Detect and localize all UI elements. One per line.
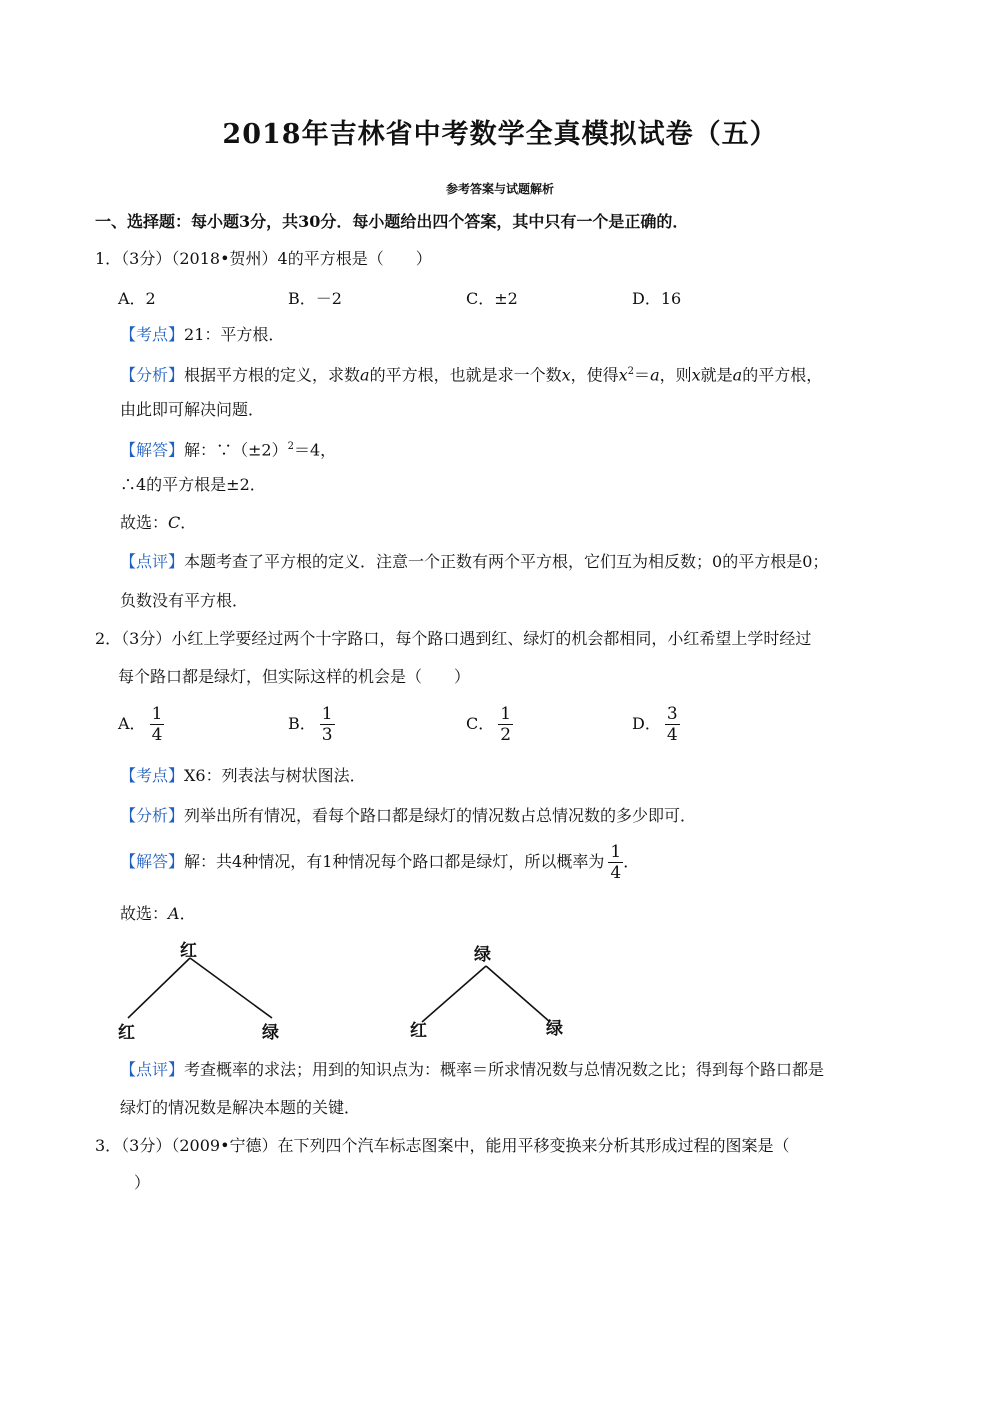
- q1-dianping-line2: 负数没有平方根．: [120, 591, 249, 610]
- var-x: x: [561, 365, 571, 385]
- q1-fenxi-line2: 由此即可解决问题．: [120, 400, 265, 419]
- tree1-right: 绿: [262, 1023, 279, 1043]
- option-label: A．: [118, 714, 146, 733]
- tree-branch-left: [422, 966, 486, 1022]
- fenxi-text: 的平方根，: [742, 365, 823, 385]
- fraction: [498, 704, 513, 745]
- q1-jieda-line2: ∴4的平方根是±2．: [120, 475, 266, 494]
- fenxi-text: 的平方根，也就是求一个数: [369, 365, 562, 385]
- numerator: 1: [151, 704, 163, 724]
- fraction: [320, 704, 335, 745]
- option-label: C．: [466, 714, 495, 733]
- fraction: [150, 704, 165, 745]
- answer-end: ．: [179, 904, 196, 923]
- denominator: 2: [500, 725, 512, 745]
- fraction: [608, 842, 623, 883]
- exponent: 2: [287, 441, 294, 452]
- q1-kaodian: [120, 324, 284, 346]
- numerator: 3: [666, 704, 678, 724]
- tree2-left: 红: [410, 1021, 427, 1041]
- numerator: 1: [610, 842, 622, 862]
- q3-stem: 3．（3分）（2009•宁德）在下列四个汽车标志图案中，能用平移变换来分析其形成过程的图案是（: [95, 1136, 790, 1155]
- q1-answer: [120, 512, 196, 534]
- fenxi-text: ＝: [634, 365, 651, 385]
- var-x: x: [618, 365, 628, 385]
- q2-option-b: [288, 704, 335, 745]
- fenxi-tag: 【分析】: [120, 806, 185, 825]
- section-heading: 一、选择题：每小题3分，共30分．每小题给出四个答案，其中只有一个是正确的．: [95, 212, 689, 231]
- answer-letter: A: [168, 904, 180, 923]
- q2-dianping-line2: 绿灯的情况数是解决本题的关键．: [120, 1098, 361, 1117]
- jieda-text: 解：共4种情况，有1种情况每个路口都是绿灯，所以概率为: [184, 852, 605, 871]
- option-label: B．: [288, 714, 316, 733]
- page-title: 2018年吉林省中考数学全真模拟试卷（五）: [222, 119, 778, 150]
- option-label: D．: [632, 714, 661, 733]
- q1-stem: 1．（3分）（2018•贺州）4的平方根是（ ）: [95, 249, 432, 268]
- answer-label: 故选：: [120, 904, 169, 923]
- kaodian-tag: 【考点】: [120, 766, 185, 785]
- denominator: 4: [666, 725, 678, 745]
- q2-dianping: [120, 1059, 824, 1081]
- jieda-tag: 【解答】: [120, 440, 185, 460]
- q2-kaodian: [120, 765, 366, 787]
- tree1-root: 红: [180, 941, 197, 961]
- var-a: a: [650, 365, 660, 385]
- var-x: x: [691, 365, 701, 385]
- denominator: 4: [151, 725, 163, 745]
- kaodian-text: 21：平方根．: [184, 325, 285, 344]
- q1-jieda: [120, 436, 336, 461]
- fenxi-text: ，则: [659, 365, 692, 385]
- page-subtitle: 参考答案与试题解析: [445, 182, 554, 196]
- q2-option-a: [118, 704, 164, 745]
- q1-option-a: A．2: [118, 289, 156, 308]
- dianping-tag: 【点评】: [120, 552, 185, 571]
- fenxi-text: 列举出所有情况，看每个路口都是绿灯的情况数占总情况数的多少即可．: [184, 806, 697, 825]
- answer-label: 故选：: [120, 513, 169, 532]
- q1-option-c: C．±2: [466, 289, 518, 308]
- q1-dianping: [120, 551, 828, 573]
- fenxi-tag: 【分析】: [120, 365, 185, 385]
- dianping-tag: 【点评】: [120, 1060, 185, 1079]
- numerator: 1: [321, 704, 333, 724]
- tree-branch-right: [486, 966, 550, 1022]
- q1-option-d: D．16: [632, 289, 682, 308]
- tree2-right: 绿: [546, 1019, 563, 1039]
- q2-option-c: [466, 704, 513, 745]
- fenxi-text: 就是: [700, 365, 733, 385]
- var-a: a: [360, 365, 370, 385]
- q2-jieda: [120, 842, 639, 883]
- kaodian-text: X6：列表法与树状图法．: [184, 766, 366, 785]
- q2-answer: [120, 903, 196, 925]
- q3-stem-line2: ）: [134, 1173, 151, 1192]
- exponent: 2: [627, 366, 635, 377]
- tree2-root: 绿: [474, 945, 491, 965]
- tree1-left: 红: [118, 1023, 135, 1043]
- answer-end: ．: [180, 513, 197, 532]
- q1-fenxi: [120, 361, 822, 386]
- dianping-text: 考查概率的求法；用到的知识点为：概率＝所求情况数与总情况数之比；得到每个路口都是: [184, 1060, 825, 1079]
- var-a: a: [732, 365, 743, 385]
- tree-branch-left: [128, 958, 190, 1018]
- jieda-tag: 【解答】: [120, 852, 185, 871]
- q2-stem-line2: 每个路口都是绿灯，但实际这样的机会是（ ）: [118, 667, 471, 686]
- q2-stem: 2．（3分）小红上学要经过两个十字路口，每个路口遇到红、绿灯的机会都相同，小红希望上学时经过: [95, 629, 812, 648]
- numerator: 1: [500, 704, 512, 724]
- denominator: 4: [610, 863, 622, 883]
- q2-fenxi: [120, 805, 696, 827]
- q1-option-b: B．－2: [288, 289, 342, 308]
- fenxi-text: ，使得: [570, 365, 619, 385]
- jieda-end: ．: [623, 852, 640, 871]
- kaodian-tag: 【考点】: [120, 325, 185, 344]
- answer-letter: C: [168, 513, 181, 532]
- fraction: [665, 704, 680, 745]
- fenxi-text: 根据平方根的定义，求数: [184, 365, 361, 385]
- dianping-text: 本题考查了平方根的定义．注意一个正数有两个平方根，它们互为相反数；0的平方根是0；: [184, 552, 829, 571]
- jieda-text: ＝4，: [293, 440, 337, 460]
- q2-option-d: [632, 704, 680, 745]
- jieda-text: 解：∵（±2）: [184, 440, 288, 460]
- denominator: 3: [321, 725, 333, 745]
- tree-branch-right: [190, 958, 272, 1018]
